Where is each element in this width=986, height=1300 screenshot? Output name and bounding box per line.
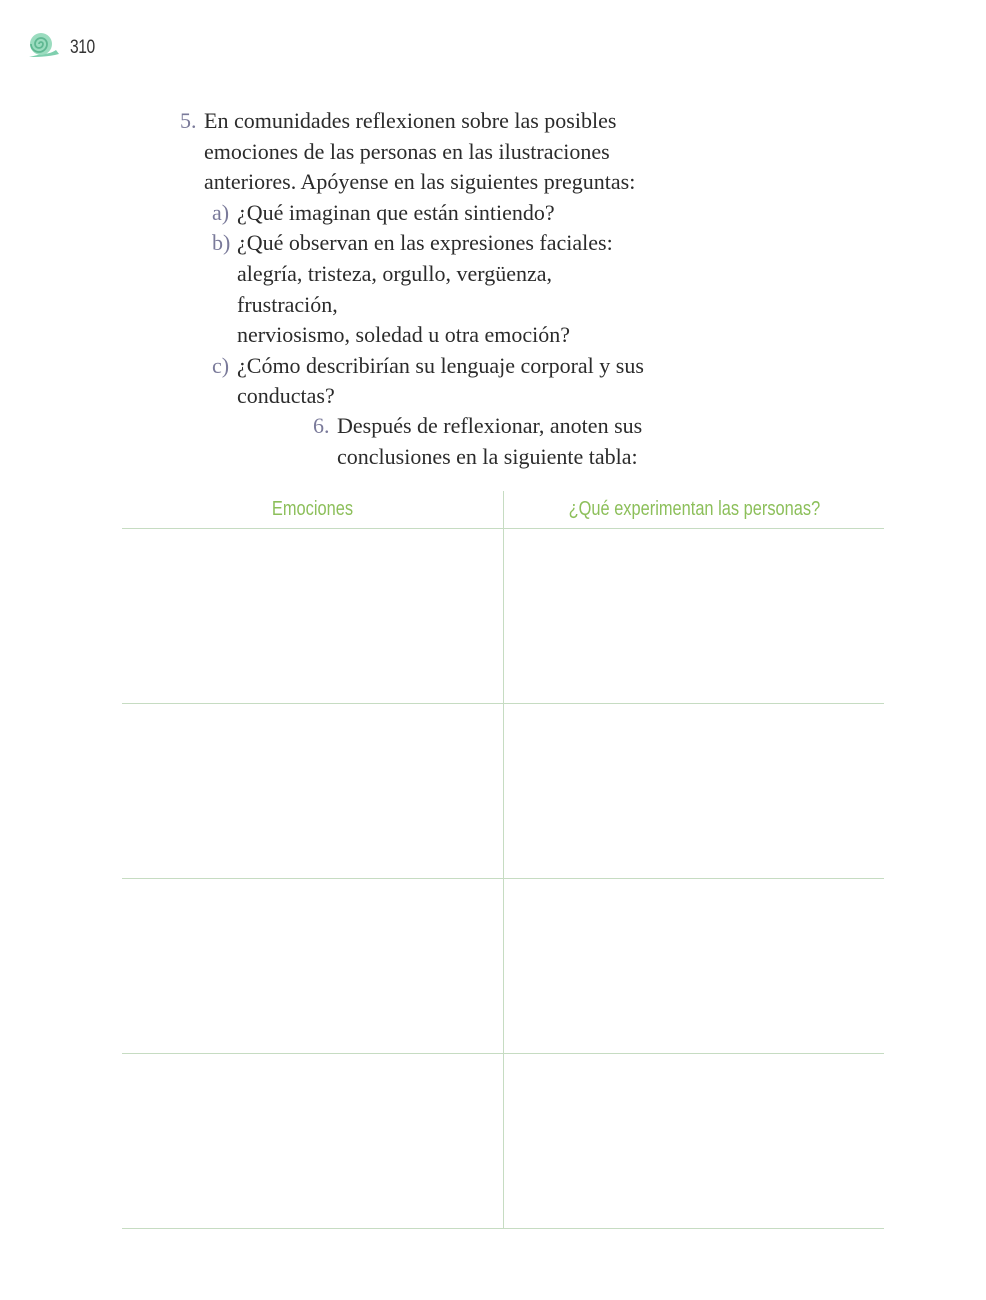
table-cell-emociones[interactable]	[122, 1054, 504, 1228]
sub-question-text: conductas?	[237, 383, 335, 409]
table-cell-emociones[interactable]	[122, 879, 504, 1053]
table-row	[122, 879, 884, 1054]
sub-question-text: ¿Qué observan en las expresiones faciales:	[237, 230, 613, 256]
page-header	[26, 30, 100, 65]
sub-question-b	[180, 228, 650, 259]
question-5-sublist	[180, 198, 650, 412]
question-6	[313, 411, 677, 472]
table-cell-experiencias[interactable]	[504, 879, 885, 1053]
table-cell-emociones[interactable]	[122, 704, 504, 878]
table-header-row	[122, 491, 884, 529]
table-row	[122, 704, 884, 879]
question-5-line	[180, 137, 650, 168]
question-5-line	[180, 167, 650, 198]
sub-question-text: alegría, tristeza, orgullo, vergüenza, frustración,	[237, 260, 553, 317]
question-6-text-2: conclusiones en la siguiente tabla:	[337, 443, 638, 469]
question-5-text-2: emociones de las personas en las ilustraciones	[204, 138, 610, 164]
question-5-line	[180, 106, 650, 137]
sub-question-a	[180, 198, 650, 229]
sub-question-text: nerviosismo, soledad u otra emoción?	[237, 322, 570, 348]
table-row	[122, 529, 884, 704]
spiral-snail-icon	[26, 30, 62, 65]
question-5-text-1: En comunidades reflexionen sobre las posibles	[204, 108, 617, 133]
sub-question-text: ¿Qué imaginan que están sintiendo?	[237, 199, 555, 225]
sub-question-c	[180, 351, 650, 382]
question-6-text-1: Después de reflexionar, anoten sus	[337, 413, 643, 438]
table-cell-experiencias[interactable]	[504, 704, 885, 878]
sub-question-letter: b)	[212, 230, 231, 256]
sub-question-b-cont	[180, 259, 650, 320]
page-number: 310	[70, 36, 95, 58]
table-row	[122, 1054, 884, 1229]
table-cell-experiencias[interactable]	[504, 529, 885, 703]
table-cell-emociones[interactable]	[122, 529, 504, 703]
sub-question-letter: c)	[212, 352, 230, 378]
table-cell-experiencias[interactable]	[504, 1054, 885, 1228]
table-header-experiencias: ¿Qué experimentan las personas?	[568, 498, 821, 520]
sub-question-b-cont	[180, 320, 650, 351]
question-5-number: 5.	[180, 108, 197, 133]
sub-question-text: ¿Cómo describirían su lenguaje corporal y sus	[237, 352, 644, 378]
question-5-text-3: anteriores. Apóyense en las siguientes preguntas:	[204, 169, 636, 195]
question-6-number: 6.	[313, 413, 330, 438]
sub-question-c-cont	[180, 381, 650, 412]
emotions-table	[122, 491, 884, 1229]
sub-question-letter: a)	[212, 199, 230, 225]
table-header-emociones: Emociones	[122, 491, 504, 528]
question-5	[180, 106, 650, 412]
